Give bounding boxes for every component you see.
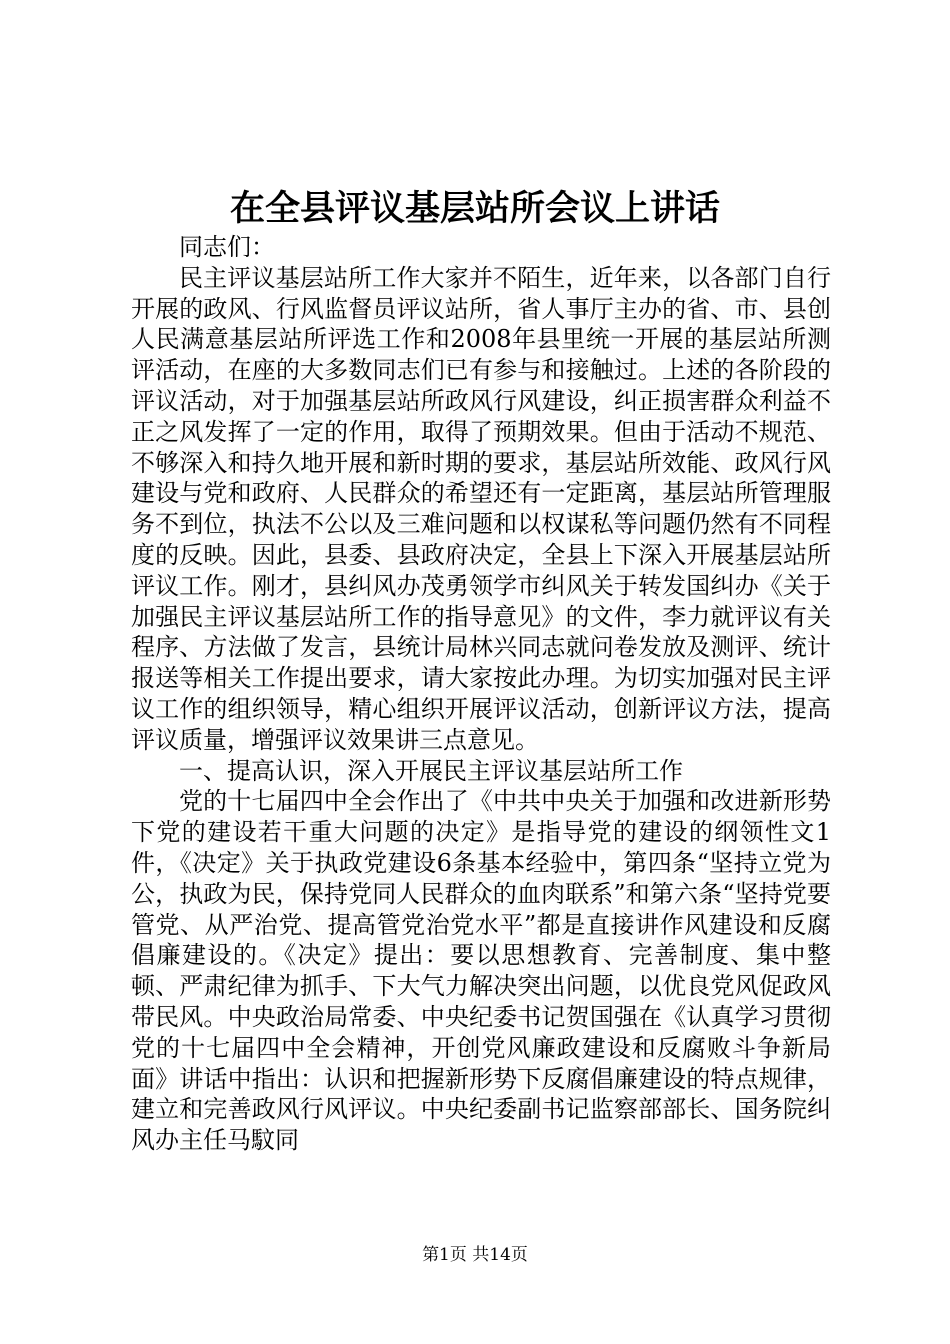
- document-body: [131, 232, 831, 1156]
- paragraph-section-1: 党的十七届四中全会作出了《中共中央关于加强和改进新形势下党的建设若干重大问题的决定》是指导党的建设的纲领性文1件，《决定》关于执政党建设6条基本经验中，第四条“坚持立党为公，执政为民，保持党同人民群众的血肉联系”和第六条“坚持党要管党、从严治党、提高管党治党水平”都是直接讲作风建设和反腐倡廉建设的。《决定》提出：要以思想教育、完善制度、集中整顿、严肃纪律为抓手、下大气力解决突出问题，以优良党风促政风带民风。中央政治局常委、中央纪委书记贺国强在《认真学习贯彻党的十七届四中全会精神，开创党风廉政建设和反腐败斗争新局面》讲话中指出：认识和把握新形势下反腐倡廉建设的特点规律，建立和完善政风行风评议。中央纪委副书记监察部部长、国务院纠风办主任马馼同: [131, 787, 831, 1155]
- page-number-footer: 第1页 共14页: [422, 1245, 528, 1265]
- section-heading-1: 一、提高认识，深入开展民主评议基层站所工作: [179, 756, 683, 785]
- document-title: 在全县评议基层站所会议上讲话: [229, 188, 720, 229]
- salutation: 同志们：: [179, 233, 275, 261]
- paragraph-intro: 民主评议基层站所工作大家并不陌生，近年来，以各部门自行开展的政风、行风监督员评议站所，省人事厅主办的省、市、县创人民满意基层站所评选工作和2008年县里统一开展的基层站所测评活动，在座的大多数同志们已有参与和接触过。上述的各阶段的评议活动，对于加强基层站所政风行风建设，纠正损害群众利益不正之风发挥了一定的作用，取得了预期效果。但由于活动不规范、不够深入和持久地开展和新时期的要求，基层站所效能、政风行风建设与党和政府、人民群众的希望还有一定距离，基层站所管理服务不到位，执法不公以及三难问题和以权谋私等问题仍然有不同程度的反映。因此，县委、县政府决定，全县上下深入开展基层站所评议工作。刚才，县纠风办茂勇领学市纠风关于转发国纠办《关于加强民主评议基层站所工作的指导意见》的文件，李力就评议有关程序、方法做了发言，县统计局林兴同志就问卷发放及测评、统计报送等相关工作提出要求，请大家按此办理。为切实加强对民主评议工作的组织领导，精心组织开展评议活动，创新评议方法，提高评议质量，增强评议效果讲三点意见。: [131, 263, 831, 754]
